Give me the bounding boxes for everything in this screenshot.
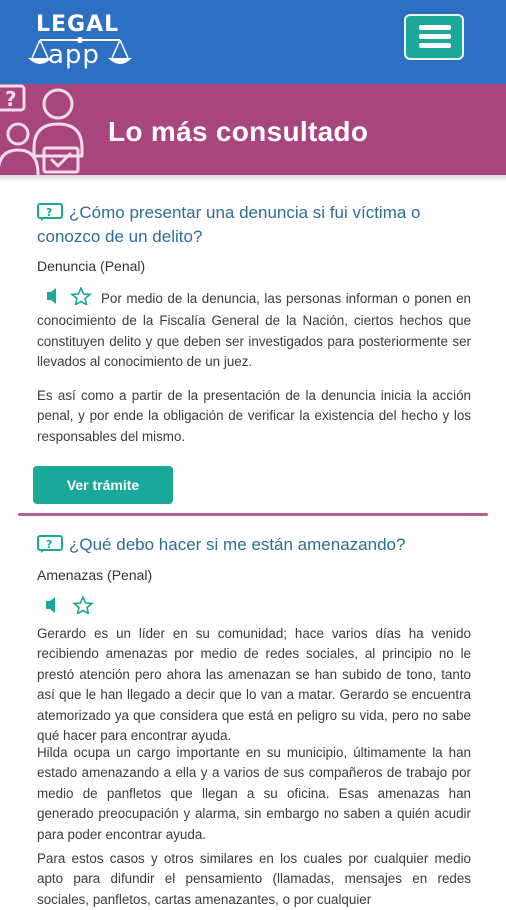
item-divider (18, 513, 488, 516)
hamburger-menu-icon[interactable] (404, 14, 464, 60)
star-icon[interactable] (74, 597, 92, 614)
item-actions (46, 596, 104, 619)
paragraph-text: Por medio de la denuncia, las personas informan o ponen en conocimiento de la Fiscalía General de la Nación, ciertos hechos que constituyen delito y que deben ser investigados para posteriormente ser llevados al conocimiento de un juez. (37, 291, 471, 370)
speaker-icon[interactable] (46, 597, 55, 613)
question-title-text: ¿Cómo presentar una denuncia si fui víctima o conozco de un delito? (37, 203, 421, 246)
description-paragraph: Es así como a partir de la presentación de la denuncia inicia la acción penal, y por ende la obligación de verificar la existencia del hecho y los responsables del mismo. (37, 388, 471, 444)
description-paragraph: Hilda ocupa un cargo importante en su municipio, últimamente la han estado amenazando a ella y a varios de sus compañeros de trabajo por medio de panfletos que llegan a su oficina. Esas amenazas han generado preocupación y alarma, sin embargo no saben a quién acudir para poder encontrar ayuda. (37, 745, 471, 842)
section-banner (0, 84, 506, 175)
legal-app-logo[interactable] (18, 10, 138, 78)
item-actions (37, 287, 95, 311)
star-icon[interactable] (72, 288, 90, 305)
app-header (0, 0, 506, 84)
consultation-people-icon (0, 84, 92, 175)
logo-text-app: app (48, 40, 100, 70)
question-title-2[interactable] (37, 533, 477, 557)
svg-text:?: ? (5, 87, 17, 111)
description-paragraph: Para estos casos y otros similares en los cuales por cualquier medio apto para difundir el pensamiento (llamadas, mensajes en redes sociales, panfletos, cartas amenazantes, o por cualquier (37, 851, 471, 907)
svg-text:?: ? (46, 538, 53, 551)
logo-text-legal: LEGAL (36, 12, 120, 37)
description-paragraph: Gerardo es un líder en su comunidad; hace varios días ha venido recibiendo amenazas por medio de redes sociales, al principio no le prestó atención pero ahora las amenazan se han subido de tono, tanto así que le han llegado a decir que lo van a matar. Gerardo se encuentra atemorizado ya que considera que está en peligro su vida, pero no sabe qué hacer para encontrar ayuda. (37, 626, 471, 744)
question-title-1[interactable] (37, 201, 477, 249)
page-title: Lo más consultado (108, 116, 369, 147)
question-bubble-icon (37, 535, 63, 553)
question-title-text: ¿Qué debo hacer si me están amenazando? (69, 535, 406, 554)
svg-text:?: ? (46, 206, 53, 219)
speaker-icon[interactable] (47, 288, 56, 304)
ver-tramite-button[interactable]: Ver trámite (33, 466, 173, 504)
category-label: Denuncia (Penal) (37, 258, 146, 274)
banner-shadow (0, 175, 506, 181)
question-bubble-icon (37, 203, 63, 221)
description-paragraph (37, 287, 471, 373)
category-label: Amenazas (Penal) (37, 567, 153, 583)
